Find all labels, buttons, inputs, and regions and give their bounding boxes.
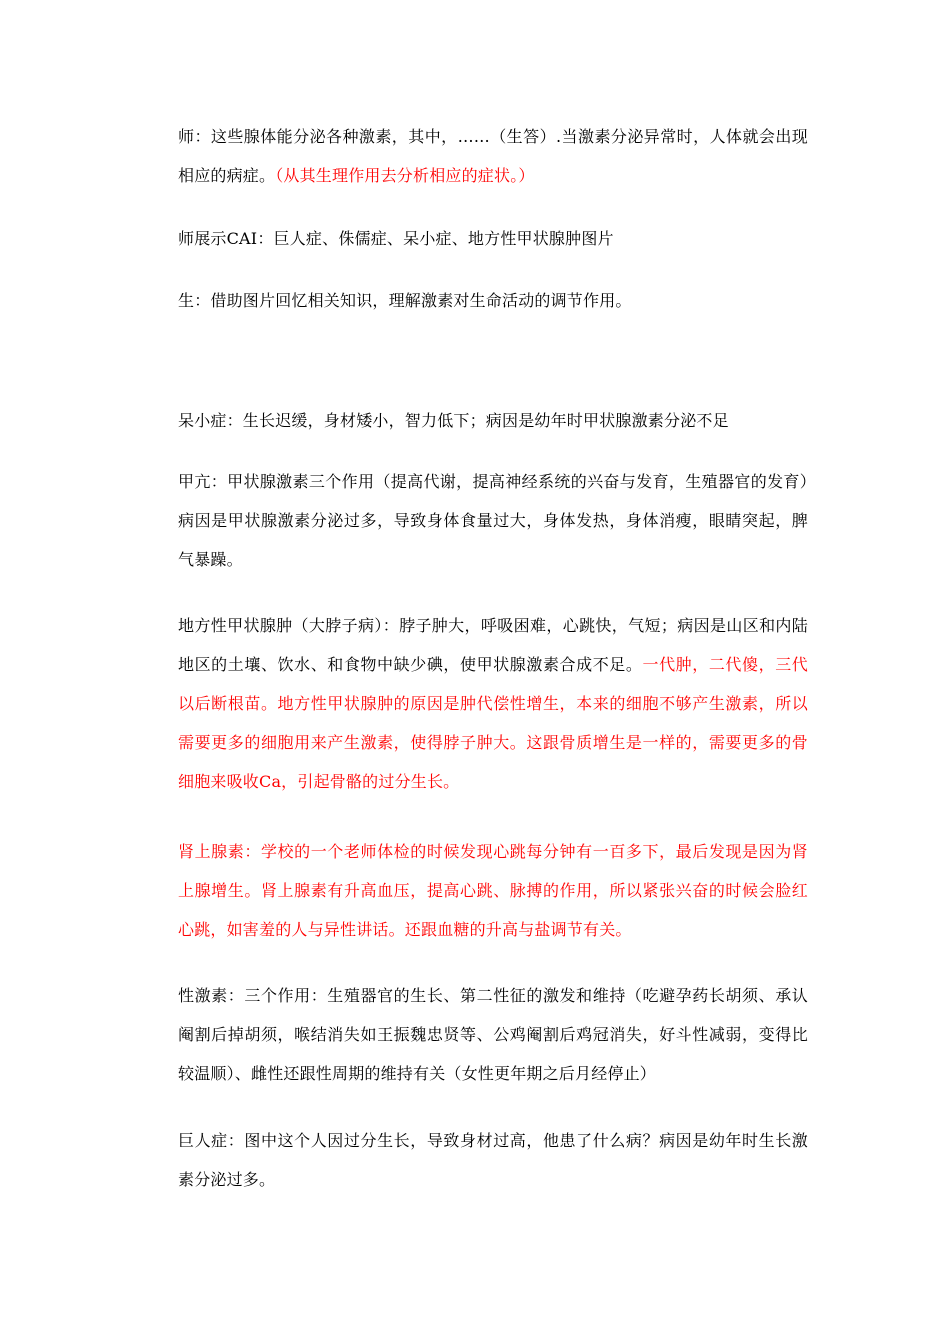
paragraph-cretinism bbox=[178, 401, 808, 440]
paragraph-red-note: 一代肿，二代傻，三代以后断根苗。地方性甲状腺肿的原因是肿代偿性增生，本来的细胞不够产生激素，所以需要更多的细胞用来产生激素，使得脖子肿大。这跟骨质增生是一样的，需要更多的骨细胞来吸收Ca，引起骨骼的过分生长。 bbox=[178, 655, 808, 791]
paragraph-adrenaline bbox=[178, 832, 808, 949]
paragraph-sex-hormones bbox=[178, 976, 808, 1093]
paragraph-teacher-cai bbox=[178, 219, 808, 258]
paragraph-red-note: 肾上腺素：学校的一个老师体检的时候发现心跳每分钟有一百多下，最后发现是因为肾上腺增生。肾上腺素有升高血压，提高心跳、脉搏的作用，所以紧张兴奋的时候会脸红心跳，如害羞的人与异性讲话。还跟血糖的升高与盐调节有关。 bbox=[178, 842, 808, 939]
paragraph-text: 生：借助图片回忆相关知识，理解激素对生命活动的调节作用。 bbox=[178, 291, 632, 310]
paragraph-text: 地方性甲状腺肿（大脖子病）：脖子肿大，呼吸困难，心跳快，气短；病因是山区和内陆地区的土壤、饮水、和食物中缺少碘，使甲状腺激素合成不足。 bbox=[178, 616, 808, 674]
paragraph-hyperthyroidism bbox=[178, 462, 808, 579]
paragraph-text: 巨人症：图中这个人因过分生长，导致身材过高，他患了什么病？病因是幼年时生长激素分泌过多。 bbox=[178, 1131, 808, 1189]
paragraph-text: 师展示CAI：巨人症、侏儒症、呆小症、地方性甲状腺肿图片 bbox=[178, 229, 614, 248]
paragraph-red-note: （从其生理作用去分析相应的症状。） bbox=[275, 166, 535, 185]
paragraph-text: 性激素：三个作用：生殖器官的生长、第二性征的激发和维持（吃避孕药长胡须、承认阉割后掉胡须，喉结消失如王振魏忠贤等、公鸡阉割后鸡冠消失，好斗性减弱，变得比较温顺）、雌性还跟性周期的维持有关（女性更年期之后月经停止） bbox=[178, 986, 808, 1083]
paragraph-gigantism bbox=[178, 1121, 808, 1199]
paragraph-teacher-hormones bbox=[178, 117, 808, 195]
paragraph-student bbox=[178, 281, 808, 320]
paragraph-text: 师：这些腺体能分泌各种激素，其中，……（生答）.当激素分泌异常时，人体就会出现相应的病症。 bbox=[178, 127, 808, 185]
paragraph-text: 呆小症：生长迟缓，身材矮小，智力低下；病因是幼年时甲状腺激素分泌不足 bbox=[178, 411, 729, 430]
paragraph-endemic-goiter bbox=[178, 606, 808, 801]
paragraph-text: 甲亢：甲状腺激素三个作用（提高代谢，提高神经系统的兴奋与发育，生殖器官的发育）病因是甲状腺激素分泌过多，导致身体食量过大，身体发热，身体消瘦，眼睛突起，脾气暴躁。 bbox=[178, 472, 808, 569]
